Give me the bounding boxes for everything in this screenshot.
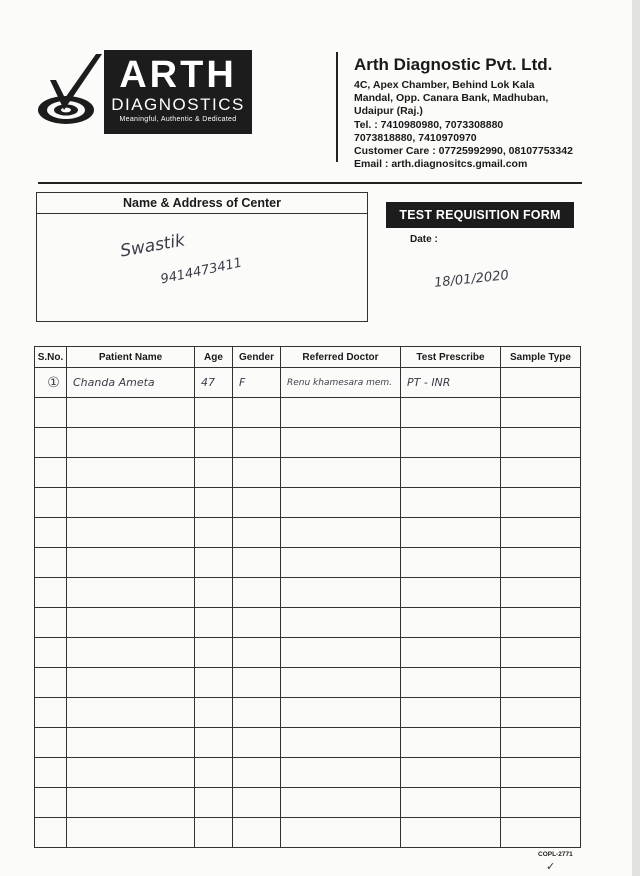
column-header: Age bbox=[195, 347, 233, 368]
table-cell bbox=[281, 608, 401, 638]
table-cell bbox=[233, 728, 281, 758]
table-cell bbox=[35, 578, 67, 608]
table-cell bbox=[35, 398, 67, 428]
table-cell bbox=[195, 488, 233, 518]
table-body bbox=[35, 368, 581, 848]
table-cell bbox=[67, 488, 195, 518]
table-cell bbox=[501, 638, 581, 668]
column-header: Patient Name bbox=[67, 347, 195, 368]
table-cell bbox=[195, 788, 233, 818]
table-cell bbox=[67, 518, 195, 548]
table-cell bbox=[67, 398, 195, 428]
table-cell bbox=[67, 788, 195, 818]
table-cell bbox=[401, 458, 501, 488]
table-cell bbox=[67, 818, 195, 848]
table-cell bbox=[67, 638, 195, 668]
customer-care: Customer Care : 07725992990, 08107753342 bbox=[354, 145, 573, 158]
table-row bbox=[35, 398, 581, 428]
logo-subtitle: DIAGNOSTICS bbox=[111, 95, 245, 114]
table-cell bbox=[67, 728, 195, 758]
table-cell bbox=[401, 608, 501, 638]
table-cell bbox=[35, 818, 67, 848]
table-cell bbox=[401, 488, 501, 518]
table-cell bbox=[501, 428, 581, 458]
table-cell bbox=[35, 698, 67, 728]
table-cell bbox=[401, 668, 501, 698]
table-cell bbox=[233, 578, 281, 608]
table-cell bbox=[233, 398, 281, 428]
table-cell bbox=[281, 458, 401, 488]
table-row bbox=[35, 578, 581, 608]
table-cell bbox=[281, 818, 401, 848]
center-box-title: Name & Address of Center bbox=[37, 193, 367, 214]
table-cell bbox=[67, 668, 195, 698]
table-cell: ① bbox=[35, 368, 67, 398]
table-cell bbox=[35, 548, 67, 578]
table-row bbox=[35, 548, 581, 578]
logo-word: ARTH bbox=[119, 54, 237, 96]
table-cell: Renu khamesara mem. bbox=[281, 368, 401, 398]
table-cell bbox=[195, 458, 233, 488]
table-cell bbox=[35, 518, 67, 548]
form-code: COPL-2771 bbox=[538, 851, 573, 858]
table-row bbox=[35, 428, 581, 458]
table-cell: PT - INR bbox=[401, 368, 501, 398]
company-contact bbox=[354, 79, 594, 171]
table-row bbox=[35, 458, 581, 488]
logo-tagline: Meaningful, Authentic & Dedicated bbox=[119, 116, 237, 123]
tel-line: 7073818880, 7410970970 bbox=[354, 131, 477, 144]
table-cell bbox=[195, 578, 233, 608]
table-cell bbox=[401, 728, 501, 758]
table-cell bbox=[281, 728, 401, 758]
table-cell bbox=[67, 548, 195, 578]
patient-table bbox=[34, 346, 581, 848]
table-cell bbox=[401, 518, 501, 548]
table-cell bbox=[401, 758, 501, 788]
table-cell bbox=[67, 578, 195, 608]
table-cell bbox=[401, 788, 501, 818]
table-cell bbox=[195, 698, 233, 728]
table-cell bbox=[281, 398, 401, 428]
table-cell bbox=[281, 548, 401, 578]
table-cell bbox=[195, 398, 233, 428]
table-cell bbox=[401, 638, 501, 668]
table-cell: F bbox=[233, 368, 281, 398]
table-cell bbox=[35, 788, 67, 818]
table-cell bbox=[281, 578, 401, 608]
table-cell bbox=[67, 698, 195, 728]
table-cell bbox=[401, 818, 501, 848]
table-cell bbox=[195, 428, 233, 458]
table-cell bbox=[501, 698, 581, 728]
tel-line: Tel. : 7410980980, 7073308880 bbox=[354, 118, 504, 131]
table-cell bbox=[233, 668, 281, 698]
column-header: Gender bbox=[233, 347, 281, 368]
table-cell bbox=[35, 758, 67, 788]
form-title: TEST REQUISITION FORM bbox=[386, 202, 574, 228]
table-cell bbox=[195, 818, 233, 848]
table-cell bbox=[67, 428, 195, 458]
table-cell bbox=[35, 608, 67, 638]
table-cell bbox=[67, 458, 195, 488]
table-cell bbox=[195, 758, 233, 788]
header-rule bbox=[38, 182, 582, 184]
table-cell bbox=[233, 818, 281, 848]
table-cell bbox=[501, 608, 581, 638]
table-cell bbox=[501, 728, 581, 758]
table-row bbox=[35, 518, 581, 548]
table-cell bbox=[233, 548, 281, 578]
table-cell bbox=[501, 458, 581, 488]
table-cell bbox=[35, 488, 67, 518]
table-cell bbox=[401, 428, 501, 458]
table-row bbox=[35, 818, 581, 848]
column-header: S.No. bbox=[35, 347, 67, 368]
table-cell bbox=[401, 578, 501, 608]
table-cell bbox=[35, 638, 67, 668]
handwritten-center-name: Swastik bbox=[118, 230, 187, 262]
address-line: Mandal, Opp. Canara Bank, Madhuban, bbox=[354, 92, 549, 105]
table-row bbox=[35, 608, 581, 638]
company-name: Arth Diagnostic Pvt. Ltd. bbox=[354, 55, 553, 74]
table-cell: 47 bbox=[195, 368, 233, 398]
table-row bbox=[35, 758, 581, 788]
header-divider bbox=[336, 52, 338, 162]
table-row bbox=[35, 728, 581, 758]
address-line: 4C, Apex Chamber, Behind Lok Kala bbox=[354, 79, 535, 91]
table-cell bbox=[195, 668, 233, 698]
table-cell bbox=[501, 368, 581, 398]
center-address-box bbox=[36, 192, 368, 322]
table-row bbox=[35, 488, 581, 518]
table-cell bbox=[195, 518, 233, 548]
table-row bbox=[35, 788, 581, 818]
table-cell bbox=[281, 758, 401, 788]
table-cell bbox=[195, 638, 233, 668]
table-cell bbox=[233, 698, 281, 728]
table-cell bbox=[233, 518, 281, 548]
target-check-logo-icon bbox=[36, 50, 106, 134]
table-cell bbox=[401, 398, 501, 428]
table-cell bbox=[195, 608, 233, 638]
table-cell bbox=[67, 758, 195, 788]
column-header: Sample Type bbox=[501, 347, 581, 368]
table-cell bbox=[281, 488, 401, 518]
table-cell bbox=[501, 488, 581, 518]
table-cell bbox=[281, 698, 401, 728]
table-cell bbox=[281, 638, 401, 668]
table-cell bbox=[233, 638, 281, 668]
table-cell bbox=[401, 698, 501, 728]
table-cell bbox=[501, 668, 581, 698]
table-cell bbox=[501, 548, 581, 578]
table-cell bbox=[35, 458, 67, 488]
handwritten-center-phone: 9414473411 bbox=[159, 255, 244, 288]
table-cell bbox=[501, 398, 581, 428]
column-header: Test Prescribe bbox=[401, 347, 501, 368]
table-cell bbox=[233, 458, 281, 488]
table-cell bbox=[281, 428, 401, 458]
table-cell bbox=[501, 758, 581, 788]
table-cell bbox=[281, 518, 401, 548]
column-header: Referred Doctor bbox=[281, 347, 401, 368]
table-cell bbox=[35, 668, 67, 698]
table-cell bbox=[195, 728, 233, 758]
table-cell bbox=[233, 608, 281, 638]
email: Email : arth.diagnositcs.gmail.com bbox=[354, 158, 528, 171]
table-cell bbox=[233, 488, 281, 518]
table-cell bbox=[501, 578, 581, 608]
table-cell bbox=[501, 818, 581, 848]
table-cell bbox=[195, 548, 233, 578]
paper-edge bbox=[632, 0, 640, 876]
handwritten-date: 18/01/2020 bbox=[433, 268, 510, 291]
table-cell bbox=[401, 548, 501, 578]
table-cell bbox=[233, 758, 281, 788]
address-line: Udaipur (Raj.) bbox=[354, 105, 423, 118]
table-row bbox=[35, 698, 581, 728]
date-label: Date : bbox=[410, 234, 438, 245]
table-row bbox=[35, 668, 581, 698]
table-cell bbox=[281, 788, 401, 818]
brand-logo bbox=[104, 50, 252, 134]
table-cell bbox=[233, 788, 281, 818]
table-row bbox=[35, 368, 581, 398]
table-cell bbox=[35, 728, 67, 758]
table-cell bbox=[35, 428, 67, 458]
table-cell bbox=[233, 428, 281, 458]
table-cell bbox=[501, 518, 581, 548]
table-cell bbox=[281, 668, 401, 698]
table-header-row bbox=[35, 347, 581, 368]
table-row bbox=[35, 638, 581, 668]
table-cell bbox=[67, 608, 195, 638]
footer-tick-icon: ✓ bbox=[546, 861, 556, 873]
table-cell bbox=[501, 788, 581, 818]
table-cell: Chanda Ameta bbox=[67, 368, 195, 398]
